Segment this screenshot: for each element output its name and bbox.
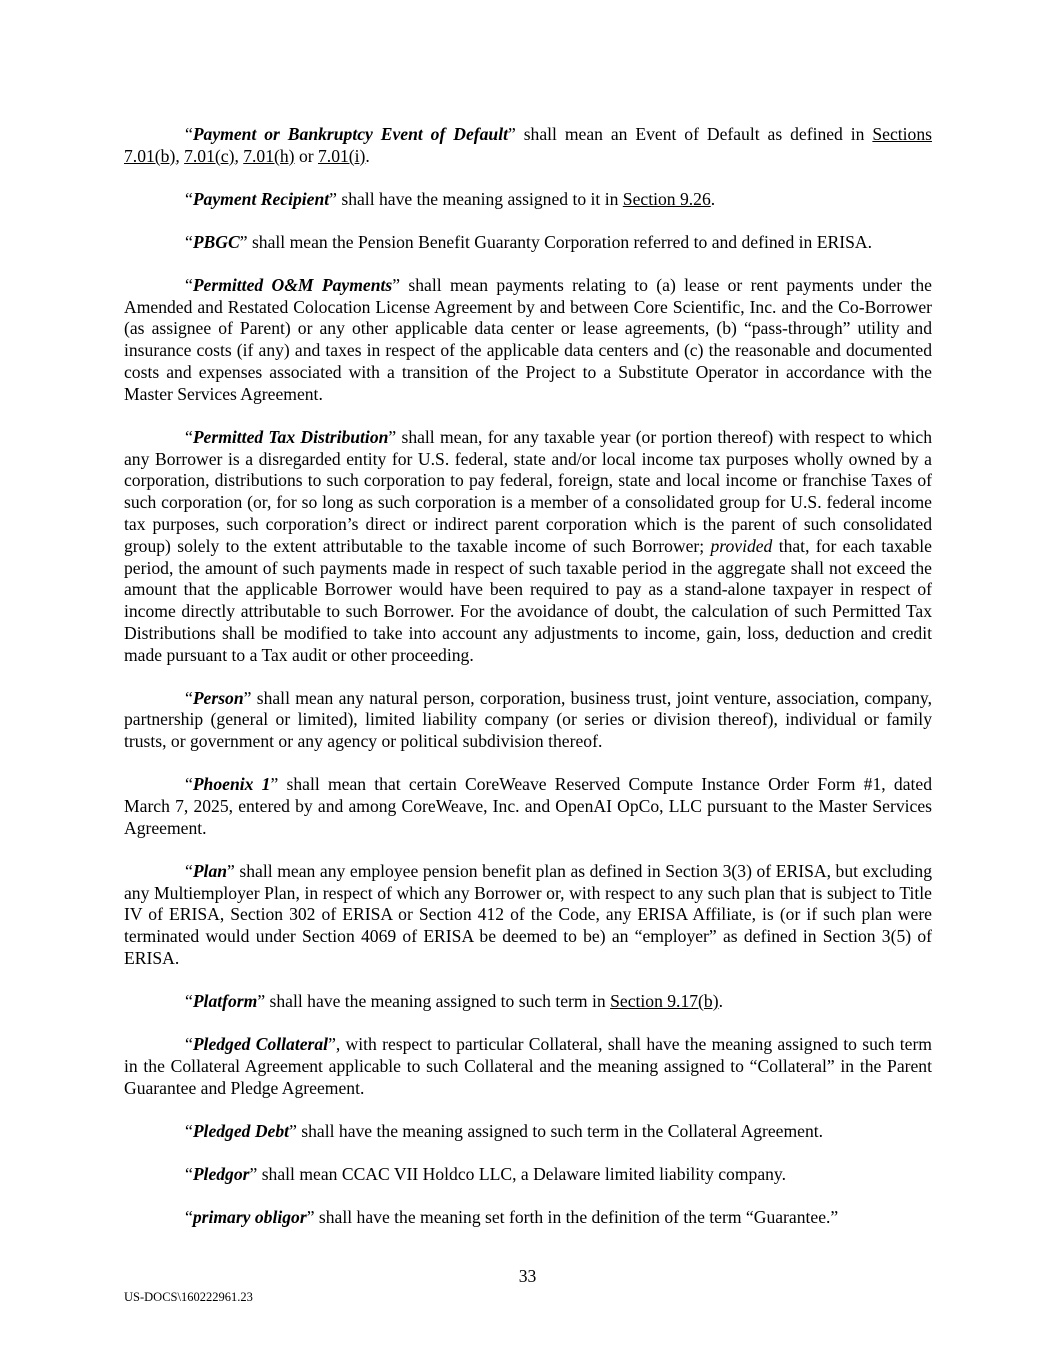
section-reference-link[interactable]: Section 9.17(b) xyxy=(610,991,719,1011)
definition-phoenix-1: “Phoenix 1” shall mean that certain CoreWeave Reserved Compute Instance Order Form #1, dated March 7, 2025, entered by and among CoreWeave, Inc. and OpenAI OpCo, LLC pursuant to the Master Services Agreement. xyxy=(124,774,932,838)
definition-pledged-debt: “Pledged Debt” shall have the meaning assigned to such term in the Collateral Agreement. xyxy=(185,1120,824,1141)
definitions-list xyxy=(124,124,932,1250)
defined-term: Pledged Debt xyxy=(192,1120,290,1141)
definition-payment-recipient: “Payment Recipient” shall have the meaning assigned to it in Section 9.26. xyxy=(185,188,716,209)
defined-term: Platform xyxy=(192,991,258,1011)
section-reference-link[interactable]: 7.01(c) xyxy=(184,145,235,166)
page-number: 33 xyxy=(518,1266,537,1286)
defined-term: Permitted Tax Distribution xyxy=(192,426,389,447)
defined-term: PBGC xyxy=(192,231,240,252)
defined-term: Pledgor xyxy=(192,1163,250,1184)
definition-pledgor: “Pledgor” shall mean CCAC VII Holdco LLC, a Delaware limited liability company. xyxy=(185,1163,786,1184)
definition-primary-obligor: “primary obligor” shall have the meaning set forth in the definition of the term “Guarantee.” xyxy=(185,1206,839,1227)
definition-plan: “Plan” shall mean any employee pension benefit plan as defined in Section 3(3) of ERISA, but excluding any Multiemployer Plan, in respect of which any Borrower or, with respect to any such plan that is subject to Title IV of ERISA, Section 302 of ERISA or Section 412 of the Code, any ERISA Affiliate, is (or if such plan were terminated would under Section 4069 of ERISA be deemed to be) an “employer” as defined in Section 3(5) of ERISA. xyxy=(124,860,932,969)
section-reference-link[interactable]: 7.01(i) xyxy=(318,145,366,166)
definition-payment-or-bankruptcy-event-of-default: “Payment or Bankruptcy Event of Default” shall mean an Event of Default as defined in Sections 7.01(b), 7.01(c), 7.01(h) or 7.01(i). xyxy=(124,124,932,166)
defined-term: Person xyxy=(192,687,244,708)
section-reference-link[interactable]: Sections 7.01(b) xyxy=(124,124,932,166)
definition-pledged-collateral: “Pledged Collateral”, with respect to particular Collateral, shall have the meaning assigned to such term in the Collateral Agreement applicable to such Collateral and the meaning assigned to “Collateral” in the Parent Guarantee and Pledge Agreement. xyxy=(124,1033,932,1098)
italic-proviso: provided xyxy=(710,535,773,556)
definition-person: “Person” shall mean any natural person, corporation, business trust, joint venture, association, company, partnership (general or limited), limited liability company (or series or division thereof), individual or family trusts, or government or any agency or political subdivision thereof. xyxy=(124,687,932,752)
defined-term: Payment Recipient xyxy=(192,188,330,209)
defined-term: Pledged Collateral xyxy=(192,1033,329,1054)
section-reference-link[interactable]: 7.01(h) xyxy=(243,145,295,166)
defined-term: Permitted O&M Payments xyxy=(192,274,393,295)
section-reference-link[interactable]: Section 9.26 xyxy=(622,188,711,209)
definition-pbgc: “PBGC” shall mean the Pension Benefit Guaranty Corporation referred to and defined in ERISA. xyxy=(185,231,872,252)
defined-term: primary obligor xyxy=(192,1206,307,1227)
defined-term: Payment or Bankruptcy Event of Default xyxy=(192,124,508,144)
definition-permitted-om-payments: “Permitted O&M Payments” shall mean payments relating to (a) lease or rent payments under the Amended and Restated Colocation License Agreement by and between Core Scientific, Inc. and the Co-Borrower (as assignee of Parent) or any other applicable data center or lease agreements, (b) “pass-through” utility and insurance costs (if any) and taxes in respect of the applicable data centers and (c) the reasonable and documented costs and expenses associated with a transition of the Project to a Substitute Operator in accordance with the Master Services Agreement. xyxy=(124,274,932,404)
document-id: US-DOCS\160222961.23 xyxy=(124,1290,253,1304)
definition-platform: “Platform” shall have the meaning assigned to such term in Section 9.17(b). xyxy=(185,991,723,1011)
definition-permitted-tax-distribution: “Permitted Tax Distribution” shall mean, for any taxable year (or portion thereof) with respect to which any Borrower is a disregarded entity for U.S. federal, state and/or local income tax purposes wholly owned by a corporation, distributions to such corporation to pay federal, foreign, state and local income or franchise Taxes of such corporation (or, for so long as such corporation is a member of a consolidated group for U.S. federal income tax purposes, such corporation’s direct or indirect parent corporation which is the parent of such consolidated group) solely to the extent attributable to the taxable income of such Borrower; provided that, for each taxable period, the amount of such payments made in respect of such taxable period in the aggregate shall not exceed the amount that the applicable Borrower would have been required to pay as a stand-alone taxpayer in respect of income directly attributable to such Borrower. For the avoidance of doubt, the calculation of such Permitted Tax Distributions shall be modified to take into account any adjustments to income, gain, loss, deduction and credit made pursuant to a Tax audit or other proceeding. xyxy=(124,426,932,665)
defined-term: Phoenix 1 xyxy=(192,774,271,795)
defined-term: Plan xyxy=(192,860,228,881)
